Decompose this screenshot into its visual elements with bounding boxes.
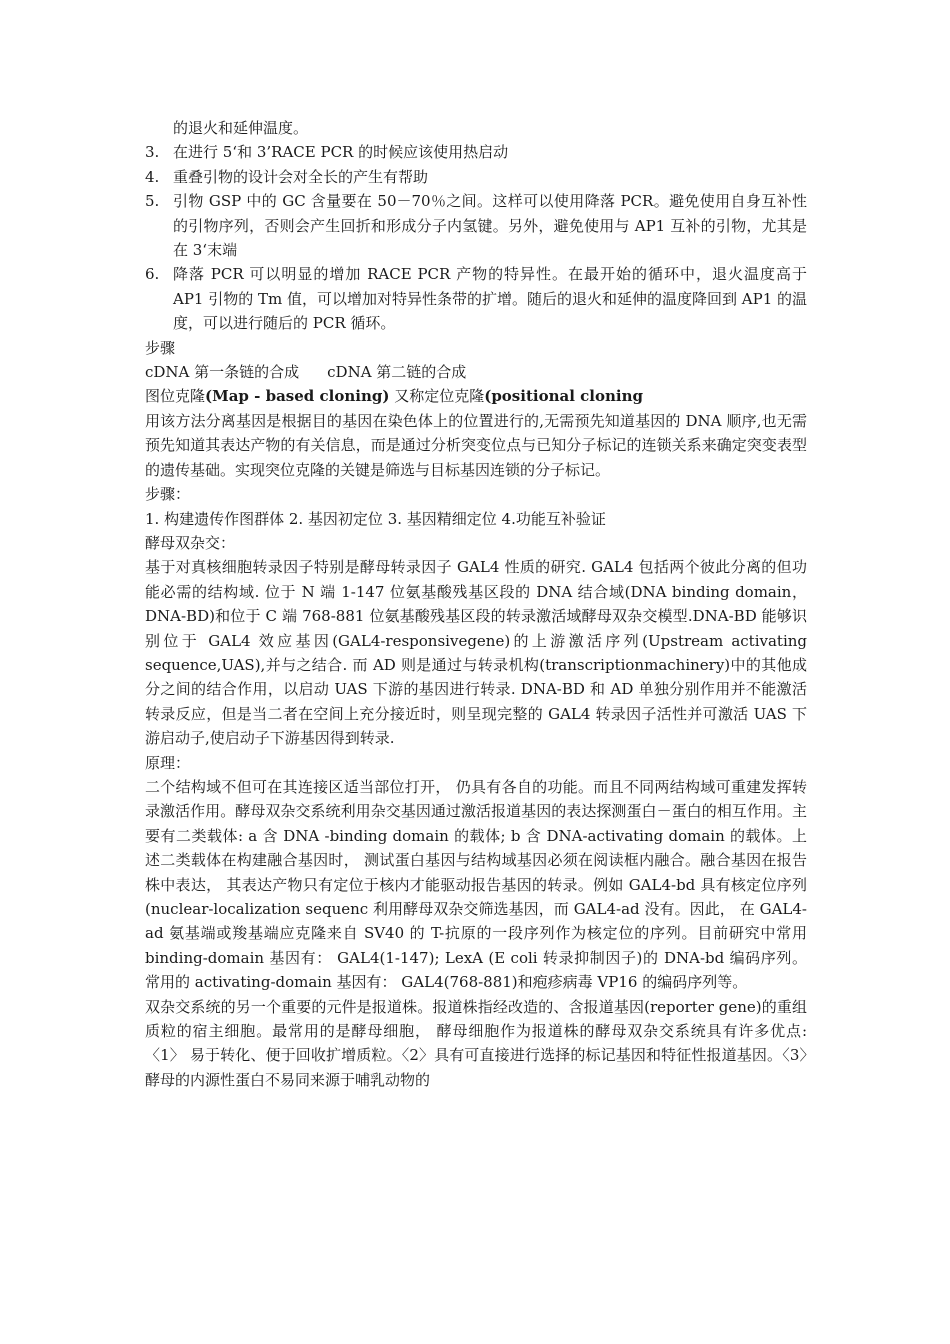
map-cloning-mid: 又称定位克隆: [389, 387, 485, 406]
list-item-4: [145, 165, 807, 189]
list-item-text: 重叠引物的设计会对全长的产生有帮助: [173, 167, 429, 186]
steps-heading: 步骤: [145, 338, 176, 357]
list-item-text: 在进行 5‘和 3’RACE PCR 的时候应该使用热启动: [173, 143, 509, 162]
list-item-3: [145, 140, 807, 164]
list-number: 4.: [145, 167, 160, 186]
steps-list: 1. 构建遗传作图群体 2. 基因初定位 3. 基因精细定位 4.功能互补验证: [145, 509, 606, 528]
map-cloning-description: 用该方法分离基因是根据目的基因在染色体上的位置进行的,无需预先知道基因的 DNA 顺序,也无需预先知道其表达产物的有关信息，而是通过分析突变位点与已知分子标记的连锁关系来确定突变表型的遗传基础。实现突位克隆的关键是筛选与目标基因连锁的分子标记。: [145, 411, 807, 479]
reporter-strain-description: 双杂交系统的另一个重要的元件是报道株。报道株指经改造的、含报道基因(reporter gene)的重组质粒的宿主细胞。最常用的是酵母细胞， 酵母细胞作为报道株的酵母双杂交系统具有许多优点: 〈1〉 易于转化、便于回收扩增质粒。〈2〉具有可直接进行选择的标记基因和特征性报道基因。〈3〉酵母的内源性蛋白不易同来源于哺乳动物的: [145, 997, 807, 1089]
map-cloning-heading: [145, 384, 807, 408]
list-item-5: [145, 189, 807, 262]
yeast-two-hybrid-heading: 酵母双杂交：: [145, 533, 236, 552]
steps-heading-2: 步骤：: [145, 485, 191, 504]
document-page: [145, 116, 807, 1092]
cdna-steps-line: [145, 360, 807, 384]
map-cloning-english: (Map - based cloning): [205, 387, 390, 406]
cdna-first-strand: cDNA 第一条链的合成: [145, 363, 300, 382]
list-number: 5.: [145, 192, 160, 211]
positional-cloning-english: (positional cloning: [484, 387, 643, 406]
list-continuation: 的退火和延伸温度。: [173, 119, 309, 137]
principle-description: 二个结构域不但可在其连接区适当部位打开， 仍具有各自的功能。而且不同两结构域可重建发挥转录激活作用。酵母双杂交系统利用杂交基因通过激活报道基因的表达探测蛋白－蛋白的相互作用。主要有二类载体: a 含 DNA -binding domain 的载体; b 含 DNA-activating domain 的载体。上述二类载体在构建融合基因时， 测试蛋白基因与结构域基因必须在阅读框内融合。融合基因在报告株中表达， 其表达产物只有定位于核内才能驱动报告基因的转录。例如 GAL4-bd 具有核定位序列(nuclear-localization sequenc 利用酵母双杂交筛选基因，而 GAL4-ad 没有。因此， 在 GAL4-ad 氨基端或羧基端应克隆来自 SV40 的 T-抗原的一段序列作为核定位的序列。目前研究中常用 binding-domain 基因有： GAL4(1-147); LexA (E coli 转录抑制因子)的 DNA-bd 编码序列。常用的 activating-domain 基因有： GAL4(768-881)和疱疹病毒 VP16 的编码序列等。: [145, 777, 807, 992]
list-item-6: [145, 262, 807, 335]
list-item-text: 降落 PCR 可以明显的增加 RACE PCR 产物的特异性。在最开始的循环中，退火温度高于 AP1 引物的 Tm 值，可以增加对特异性条带的扩增。随后的退火和延伸的温度降回到 AP1 的温度，可以进行随后的 PCR 循环。: [173, 265, 808, 333]
list-number: 6.: [145, 265, 160, 284]
list-number: 3.: [145, 143, 160, 162]
principle-heading: 原理：: [145, 753, 191, 772]
cdna-second-strand: cDNA 第二链的合成: [327, 363, 467, 382]
map-cloning-prefix: 图位克隆: [145, 387, 206, 406]
list-item-text: 引物 GSP 中的 GC 含量要在 50－70％之间。这样可以使用降落 PCR。避免使用自身互补性的引物序列，否则会产生回折和形成分子内氢键。另外，避免使用与 AP1 互补的引物，尤其是在 3‘末端: [173, 192, 807, 260]
yeast-two-hybrid-description: 基于对真核细胞转录因子特别是酵母转录因子 GAL4 性质的研究. GAL4 包括两个彼此分离的但功能必需的结构域. 位于 N 端 1-147 位氨基酸残基区段的 DNA 结合域(DNA binding domain，DNA-BD)和位于 C 端 768-881 位氨基酸残基区段的转录激活域酵母双杂交模型.DNA-BD 能够识别位于 GAL4 效应基因(GAL4-responsivegene)的上游激活序列(Upstream activating sequence,UAS),并与之结合. 而 AD 则是通过与转录机构(transcriptionmachinery)中的其他成分之间的结合作用，以启动 UAS 下游的基因进行转录. DNA-BD 和 AD 单独分别作用并不能激活转录反应，但是当二者在空间上充分接近时，则呈现完整的 GAL4 转录因子活性并可激活 UAS 下游启动子,使启动子下游基因得到转录.: [145, 558, 807, 748]
